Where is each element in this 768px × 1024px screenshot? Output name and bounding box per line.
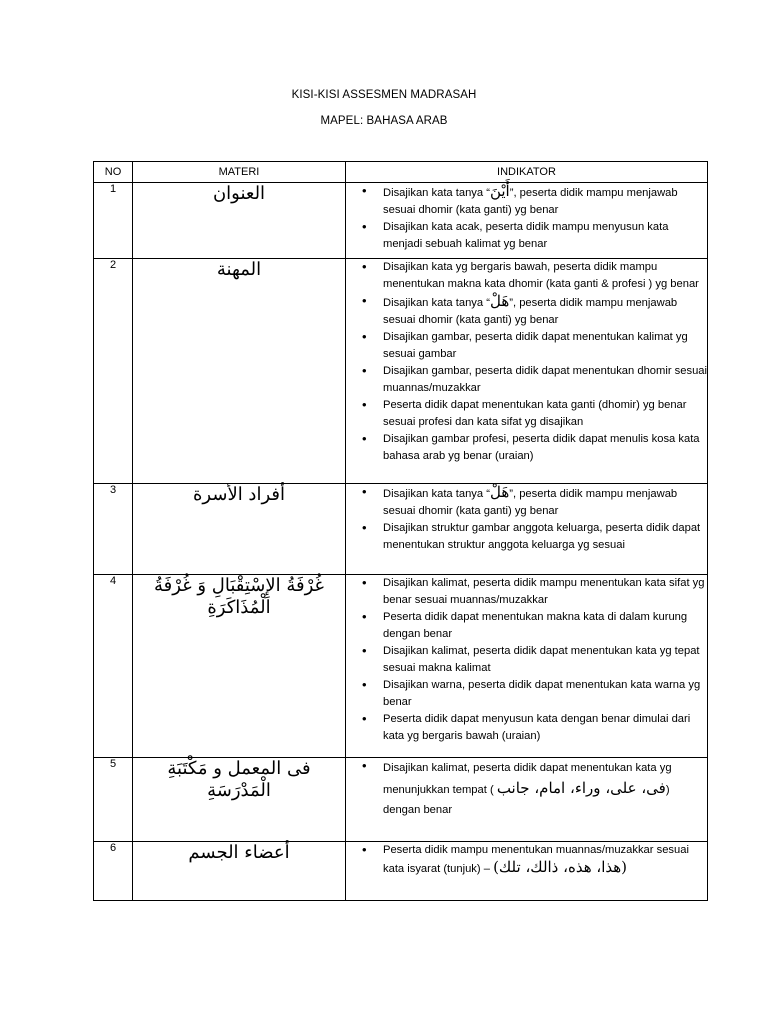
indicator-item: • Peserta didik mampu menentukan muannas/muzakkar sesuai kata isyarat (tunjuk) – (هذا، هذه، ذالك، تلك) [383,842,707,877]
indicator-item: • Disajikan kalimat, peserta didik dapat menentukan kata yg tepat sesuai makna kalimat [383,643,707,676]
indicator-item: • Disajikan kata yg bergaris bawah, peserta didik mampu menentukan makna kata dhomir (kata ganti & profesi ) yg benar [383,259,707,292]
materi-cell: العنوان [133,183,346,259]
indicator-item: • Disajikan kata tanya “أَيْنَ”, peserta didik mampu menjawab sesuai dhomir (kata ganti) yg benar [383,183,707,218]
row-number: 2 [94,259,133,484]
arabic-question-word: أَيْنَ [489,182,510,200]
indicator-item: • Disajikan kata tanya “هَلْ”, peserta didik mampu menjawab sesuai dhomir (kata ganti) yg benar [383,484,707,519]
indicator-list [346,183,707,252]
arabic-question-word: هَلْ [489,483,510,501]
indikator-cell [346,842,708,901]
row-number: 6 [94,842,133,901]
indicator-list [346,259,707,464]
indicator-item: • Disajikan gambar, peserta didik dapat menentukan kalimat yg sesuai gambar [383,329,707,362]
indicator-item: • Peserta didik dapat menentukan kata ganti (dhomir) yg benar sesuai profesi dan kata sifat yg disajikan [383,397,707,430]
arabic-question-word: هَلْ [489,292,510,310]
indikator-cell [346,183,708,259]
table-row [94,183,708,259]
indicator-item: • Disajikan kalimat, peserta didik mampu menentukan kata sifat yg benar sesuai muannas/muzakkar [383,575,707,608]
table-row [94,842,708,901]
materi-cell: أعضاء الجسم [133,842,346,901]
header-no: NO [94,162,133,183]
indicator-item: • Disajikan warna, peserta didik dapat menentukan kata warna yg benar [383,677,707,710]
indicator-item: • Peserta didik dapat menyusun kata dengan benar dimulai dari kata yg bergaris bawah (uraian) [383,711,707,744]
row-number: 3 [94,484,133,575]
indicator-list [346,758,707,820]
indicator-item: • Disajikan kalimat, peserta didik dapat menentukan kata yg menunjukkan tempat ( فى، على، وراء، امام، جانب) dengan benar [383,758,707,820]
indikator-cell [346,758,708,842]
indicator-list [346,842,707,877]
table-row [94,758,708,842]
indicator-item: • Disajikan gambar, peserta didik dapat menentukan dhomir sesuai muannas/muzakkar [383,363,707,396]
header-indikator: INDIKATOR [346,162,708,183]
table-row [94,259,708,484]
indicator-item: • Disajikan gambar profesi, peserta didik dapat menulis kosa kata bahasa arab yg benar (uraian) [383,431,707,464]
document-title: KISI-KISI ASSESMEN MADRASAH [291,89,477,101]
indikator-cell [346,484,708,575]
table-row [94,484,708,575]
materi-cell: غُرْفَةُ الإِسْتِقْبَالِ وَ غُرْفَةُ الْمُذَاكَرَةِ [133,575,346,758]
indicator-list [346,575,707,744]
row-number: 1 [94,183,133,259]
table-header-row [94,162,708,183]
materi-cell: فى المعمل و مَكْتَبَةِ الْمَدْرَسَةِ [133,758,346,842]
assessment-grid-table [93,161,708,901]
indikator-cell [346,575,708,758]
arabic-demonstratives: (هذا، هذه، ذالك، تلك) [493,857,628,876]
row-number: 4 [94,575,133,758]
table-row [94,575,708,758]
indicator-list [346,484,707,553]
row-number: 5 [94,758,133,842]
materi-cell: أفراد الأسرة [133,484,346,575]
arabic-place-words: فى، على، وراء، امام، جانب [496,779,666,797]
header-materi: MATERI [133,162,346,183]
materi-cell: المهنة [133,259,346,484]
indikator-cell [346,259,708,484]
indicator-item: • Disajikan struktur gambar anggota keluarga, peserta didik dapat menentukan struktur anggota keluarga yg sesuai [383,520,707,553]
indicator-item: • Peserta didik dapat menentukan makna kata di dalam kurung dengan benar [383,609,707,642]
indicator-item: • Disajikan kata tanya “هَلْ”, peserta didik mampu menjawab sesuai dhomir (kata ganti) yg benar [383,293,707,328]
indicator-item: • Disajikan kata acak, peserta didik mampu menyusun kata menjadi sebuah kalimat yg benar [383,219,707,252]
subject-title: MAPEL: BAHASA ARAB [320,115,448,127]
